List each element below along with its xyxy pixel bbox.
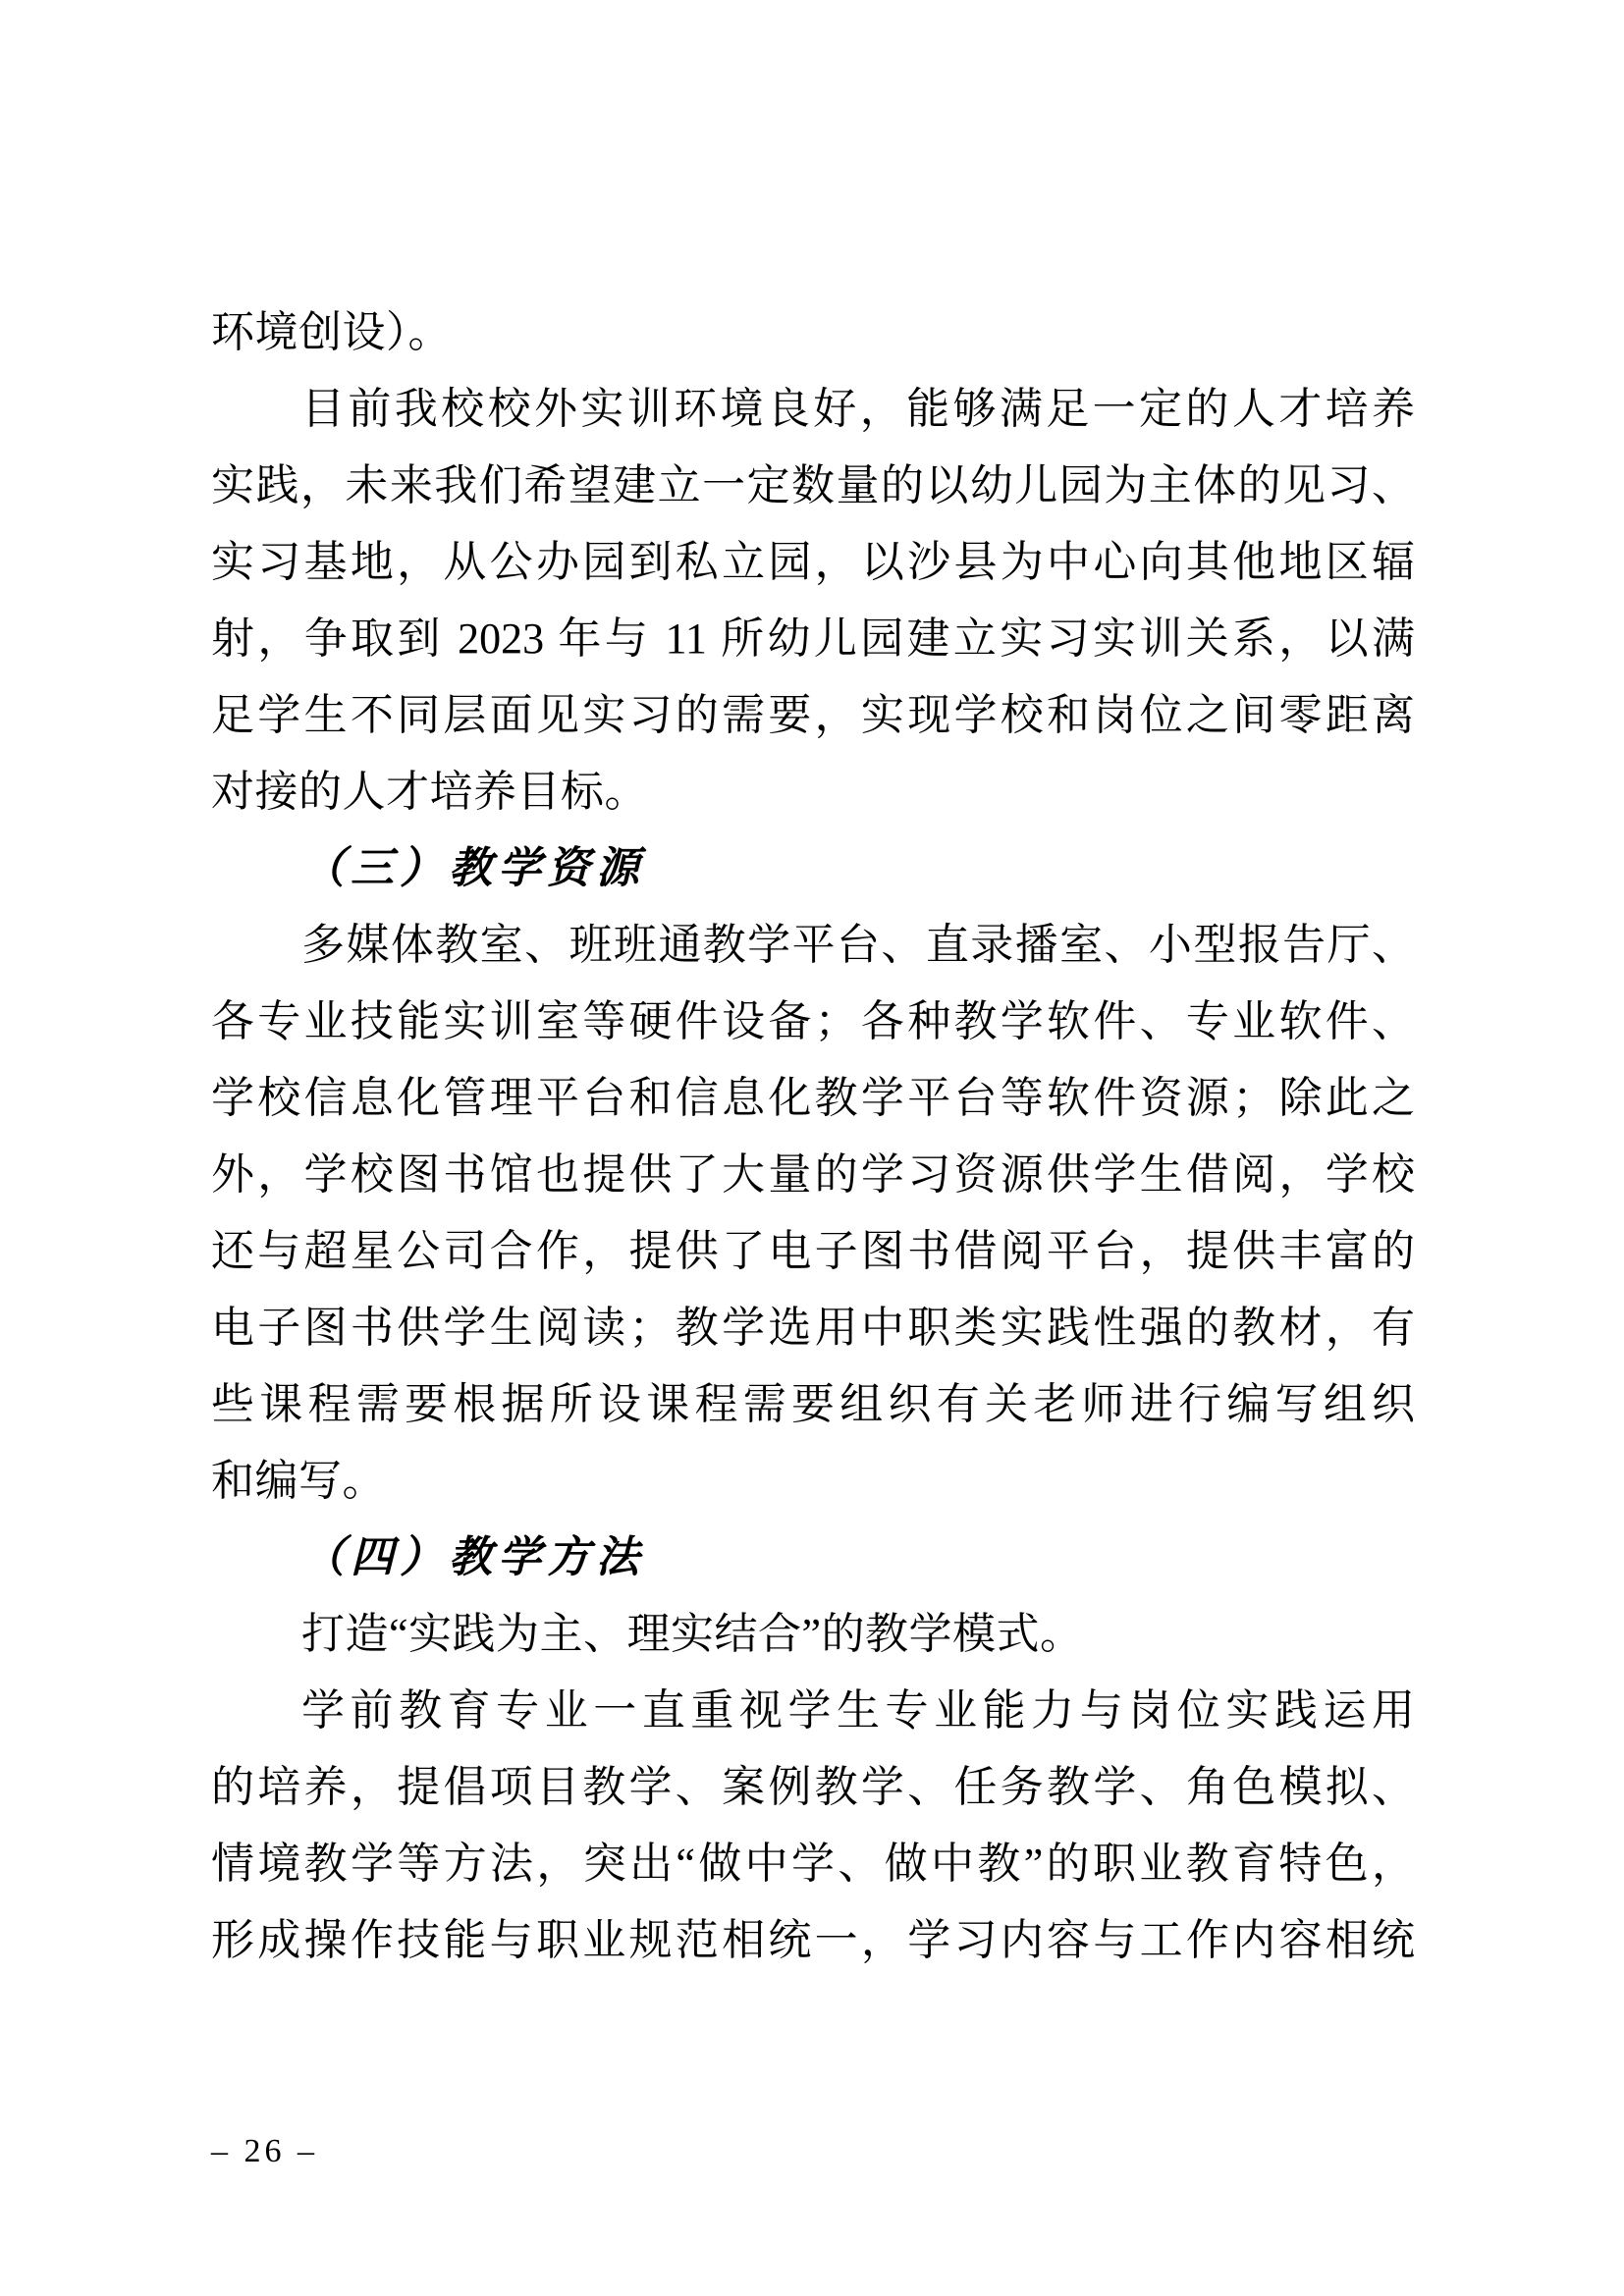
text-line: 学校信息化管理平台和信息化教学平台等软件资源；除此之 [211,1074,1415,1122]
text-line: 和编写。 [211,1457,386,1505]
text-line: 的培养，提倡项目教学、案例教学、任务教学、角色模拟、 [211,1763,1415,1811]
text-line: 足学生不同层面见实习的需要，实现学校和岗位之间零距离 [211,691,1415,739]
text-line: 环境创设）。 [211,308,452,356]
text-line: 电子图书供学生阅读；教学选用中职类实践性强的教材，有 [211,1304,1415,1352]
text-line: 外，学校图书馆也提供了大量的学习资源供学生借阅，学校 [211,1150,1415,1199]
text-line: 各专业技能实训室等硬件设备；各种教学软件、专业软件、 [211,997,1415,1045]
document-body [211,294,1415,1979]
text-line: 多媒体教室、班班通教学平台、直录播室、小型报告厅、 [301,921,1415,969]
text-line: 还与超星公司合作，提供了电子图书借阅平台，提供丰富的 [211,1227,1415,1275]
text-line: 射，争取到 2023 年与 11 所幼儿园建立实习实训关系，以满 [211,614,1415,663]
section-heading: （四）教学方法 [301,1533,645,1581]
text-line: 实践，未来我们希望建立一定数量的以幼儿园为主体的见习、 [211,461,1415,509]
page-number: – 26 – [211,2133,318,2169]
text-line: 打造“实践为主、理实结合”的教学模式。 [301,1610,1084,1658]
text-line: 形成操作技能与职业规范相统一，学习内容与工作内容相统 [211,1916,1415,1964]
page-footer [211,2128,318,2175]
text-line: 对接的人才培养目标。 [211,768,648,816]
text-line: 些课程需要根据所设课程需要组织有关老师进行编写组织 [211,1380,1415,1428]
text-line: 实习基地，从公办园到私立园，以沙县为中心向其他地区辐 [211,538,1415,586]
text-line: 学前教育专业一直重视学生专业能力与岗位实践运用 [301,1686,1415,1735]
text-line: 目前我校校外实训环境良好，能够满足一定的人才培养 [301,385,1415,433]
section-heading: （三）教学资源 [301,844,645,892]
text-line: 情境教学等方法，突出“做中学、做中教”的职业教育特色， [211,1840,1415,1888]
